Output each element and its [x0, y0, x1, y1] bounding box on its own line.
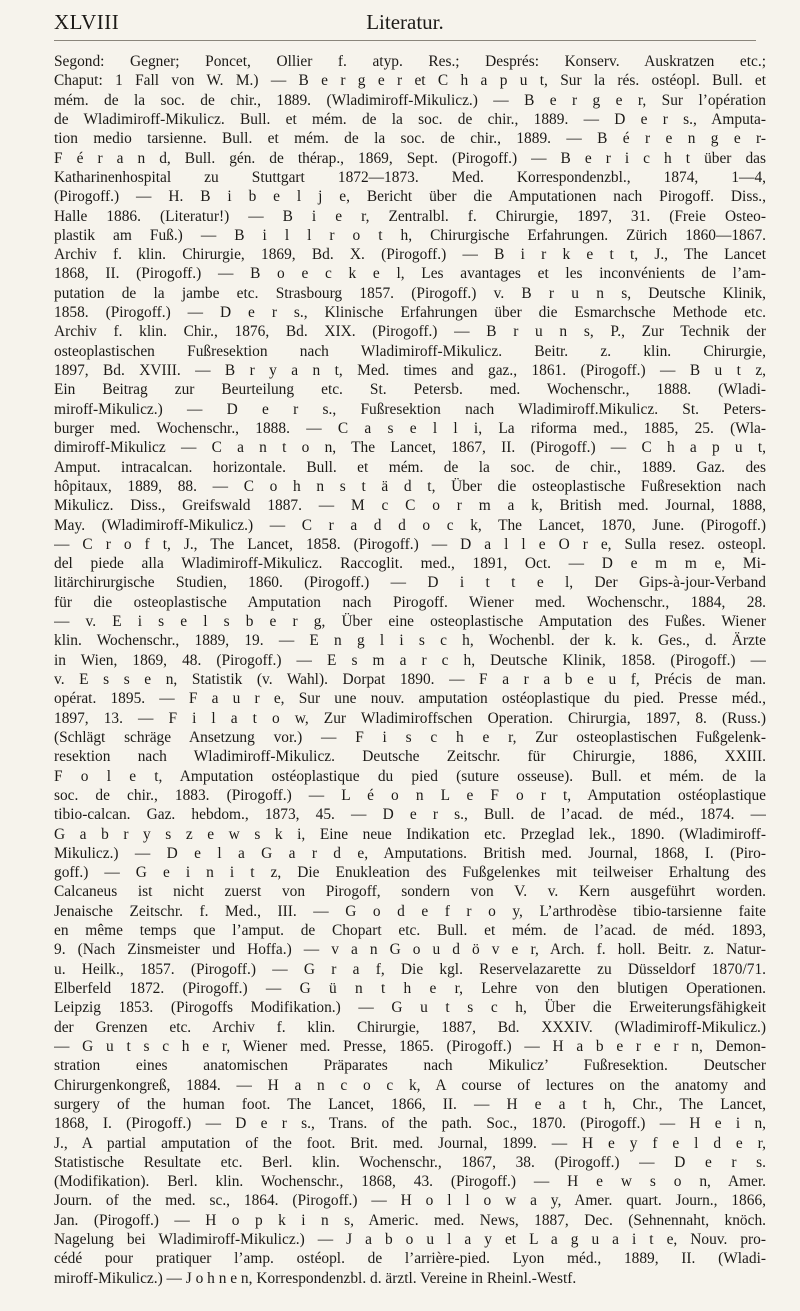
- text-line: miroff-Mikulicz.) — D e r s., Fußresektion nach Wladimiroff.Mikulicz. St. Peters-: [54, 400, 766, 418]
- text-line: soc. de chir., 1883. (Pirogoff.) — L é o n L e F o r t, Amputation ostéoplastique: [54, 786, 766, 804]
- text-line: Leipzig 1853. (Pirogoffs Modifikation.) — G u t s c h, Über die Erweiterungsfähigkeit: [54, 999, 766, 1017]
- text-line: Nagelung bei Wladimiroff-Mikulicz.) — J a b o u l a y et L a g u a i t e, Nouv. pro-: [54, 1231, 766, 1249]
- text-line: G a b r y s z e w s k i, Eine neue Indikation etc. Przeglad lek., 1890. (Wladimiroff-: [54, 825, 766, 843]
- text-line: tion medio tarsienne. Bull. et mém. de la soc. de chir., 1889. — B é r e n g e r-: [54, 130, 766, 148]
- text-line: dimiroff-Mikulicz — C a n t o n, The Lancet, 1867, II. (Pirogoff.) — C h a p u t,: [54, 439, 766, 457]
- text-line: Statistische Resultate etc. Berl. klin. Wochenschr., 1867, 38. (Pirogoff.) — D e r s.: [54, 1153, 766, 1171]
- text-line: osteoplastischen Fußresektion nach Wladimiroff-Mikulicz. Beitr. z. klin. Chirurgie,: [54, 342, 766, 360]
- text-line: surgery of the human foot. The Lancet, 1866, II. — H e a t h, Chr., The Lancet,: [54, 1095, 766, 1113]
- text-line: Katharinenhospital zu Stuttgart 1872—1873. Med. Korrespondenzbl., 1874, 1—4,: [54, 168, 766, 186]
- text-line: Mikulicz.) — D e l a G a r d e, Amputations. British med. Journal, 1868, I. (Piro-: [54, 844, 766, 862]
- text-line: v. E s s e n, Statistik (v. Wahl). Dorpat 1890. — F a r a b e u f, Précis de man.: [54, 671, 766, 688]
- text-line: Mikulicz. Diss., Greifswald 1887. — M c C o r m a k, British med. Journal, 1888,: [54, 497, 766, 515]
- text-line: burger med. Wochenschr., 1888. — C a s e l l i, La riforma med., 1885, 25. (Wla-: [54, 419, 766, 437]
- text-line: u. Heilk., 1857. (Pirogoff.) — G r a f, Die kgl. Reservelazarette zu Düsseldorf 1870/71.: [54, 960, 766, 978]
- text-line: del piede alla Wladimiroff-Mikulicz. Raccoglit. med., 1891, Oct. — D e m m e, Mi-: [54, 555, 766, 573]
- text-line: Journ. of the med. sc., 1864. (Pirogoff.) — H o l l o w a y, Amer. quart. Journ., 1866,: [54, 1192, 766, 1210]
- text-line: Segond: Gegner; Poncet, Ollier f. atyp. Res.; Després: Konserv. Auskratzen etc.;: [54, 53, 766, 70]
- text-line: F o l e t, Amputation ostéoplastique du pied (suture osseuse). Bull. et mém. de la: [54, 767, 766, 785]
- page-header: [54, 10, 756, 36]
- text-line: (Modifikation). Berl. klin. Wochenschr., 1868, 43. (Pirogoff.) — H e w s o n, Amer.: [54, 1173, 766, 1191]
- text-line: Calcaneus ist nicht zuerst von Pirogoff, sondern von V. v. Kern ausgeführt worden.: [54, 883, 766, 901]
- header-rule: [54, 40, 756, 41]
- text-line: May. (Wladimiroff-Mikulicz.) — C r a d d o c k, The Lancet, 1870, June. (Pirogoff.): [54, 516, 766, 534]
- text-line: 1897, Bd. XVIII. — B r y a n t, Med. times and gaz., 1861. (Pirogoff.) — B u t z,: [54, 362, 766, 379]
- text-line: für die osteoplastische Amputation nach Pirogoff. Wiener med. Wochenschr., 1884, 28.: [54, 593, 766, 611]
- text-line: J., A partial amputation of the foot. Brit. med. Journal, 1899. — H e y f e l d e r,: [54, 1134, 766, 1152]
- text-line: — G u t s c h e r, Wiener med. Presse, 1865. (Pirogoff.) — H a b e r e r n, Demon-: [54, 1037, 766, 1055]
- text-line: F é r a n d, Bull. gén. de thérap., 1869, Sept. (Pirogoff.) — B e r i c h t über das: [54, 149, 766, 167]
- text-line: 1868, II. (Pirogoff.) — B o e c k e l, Les avantages et les inconvénients de l’am-: [54, 265, 766, 283]
- text-line: 1897, 13. — F i l a t o w, Zur Wladimiroffschen Operation. Chirurgia, 1897, 8. (Russ.): [54, 709, 766, 727]
- text-line: cédé pour pratiquer l’amp. ostéopl. de l’arrière-pied. Lyon méd., 1889, II. (Wladi-: [54, 1250, 766, 1268]
- text-line: Archiv f. klin. Chir., 1876, Bd. XIX. (Pirogoff.) — B r u n s, P., Zur Technik der: [54, 323, 766, 341]
- text-line: plastik am Fuß.) — B i l l r o t h, Chirurgische Erfahrungen. Zürich 1860—1867.: [54, 226, 766, 244]
- text-line: opérat. 1895. — F a u r e, Sur une nouv. amputation ostéoplastique du pied. Presse méd.,: [54, 690, 766, 708]
- text-line: in Wien, 1869, 48. (Pirogoff.) — E s m a r c h, Deutsche Klinik, 1858. (Pirogoff.) —: [54, 651, 766, 669]
- text-line: Halle 1886. (Literatur!) — B i e r, Zentralbl. f. Chirurgie, 1897, 31. (Freie Osteo-: [54, 207, 766, 225]
- text-line: mém. de la soc. de chir., 1889. (Wladimiroff-Mikulicz.) — B e r g e r, Sur l’opération: [54, 91, 766, 109]
- text-line: Amput. intracalcan. horizontale. Bull. et mém. de la soc. de chir., 1889. Gaz. des: [54, 458, 766, 476]
- text-line: de Wladimiroff-Mikulicz. Bull. et mém. de la soc. de chir., 1889. — D e r s., Amputa-: [54, 110, 766, 128]
- text-line: (Schlägt schräge Ansetzung vor.) — F i s c h e r, Zur osteoplastischen Fußgelenk-: [54, 728, 766, 746]
- text-line: Jan. (Pirogoff.) — H o p k i n s, Americ. med. News, 1887, Dec. (Sehnennaht, knöch.: [54, 1211, 766, 1229]
- text-line: tibio-calcan. Gaz. hebdom., 1873, 45. — D e r s., Bull. de l’acad. de méd., 1874. —: [54, 806, 766, 824]
- page-number: XLVIII: [54, 10, 120, 34]
- text-line: Ein Beitrag zur Beurteilung etc. St. Petersb. med. Wochenschr., 1888. (Wladi-: [54, 381, 766, 399]
- text-line: en même temps que l’amput. de Chopart etc. Bull. et mém. de l’acad. de méd. 1893,: [54, 922, 766, 940]
- text-line: litärchirurgische Studien, 1860. (Pirogoff.) — D i t t e l, Der Gips-à-jour-Verband: [54, 574, 766, 592]
- text-line: stration eines anatomischen Präparates nach Mikulicz’ Fußresektion. Deutscher: [54, 1057, 766, 1075]
- text-line: Jenaische Zeitschr. f. Med., III. — G o d e f r o y, L’arthrodèse tibio-tarsienne faite: [54, 902, 766, 920]
- text-line: 1858. (Pirogoff.) — D e r s., Klinische Erfahrungen über die Esmarchsche Methode etc.: [54, 304, 766, 322]
- text-line: 9. (Nach Zinsmeister und Hoffa.) — v a n G o u d ö v e r, Arch. f. holl. Beitr. z. Natur-: [54, 941, 766, 959]
- bibliography-text: [54, 52, 766, 1288]
- text-line: miroff-Mikulicz.) — J o h n e n, Korrespondenzbl. d. ärztl. Vereine in Rheinl.-Westf.: [54, 1269, 577, 1287]
- running-title: Literatur.: [366, 10, 444, 34]
- text-line: Chirurgenkongreß, 1884. — H a n c o c k, A course of lectures on the anatomy and: [54, 1076, 766, 1094]
- text-line: Chaput: 1 Fall von W. M.) — B e r g e r et C h a p u t, Sur la rés. ostéopl. Bull. et: [54, 72, 766, 90]
- text-line: — v. E i s e l s b e r g, Über eine osteoplastische Amputation des Fußes. Wiener: [54, 613, 766, 631]
- text-line: — C r o f t, J., The Lancet, 1858. (Pirogoff.) — D a l l e O r e, Sulla resez. osteopl.: [54, 535, 766, 553]
- text-line: resektion nach Wladimiroff-Mikulicz. Deutsche Zeitschr. für Chirurgie, 1886, XXIII.: [54, 748, 766, 766]
- text-line: hôpitaux, 1889, 88. — C o h n s t ä d t, Über die osteoplastische Fußresektion nach: [54, 477, 766, 495]
- text-line: Archiv f. klin. Chirurgie, 1869, Bd. X. (Pirogoff.) — B i r k e t t, J., The Lancet: [54, 246, 766, 264]
- text-line: (Pirogoff.) — H. B i b e l j e, Bericht über die Amputationen nach Pirogoff. Diss.,: [54, 188, 766, 206]
- text-line: klin. Wochenschr., 1889, 19. — E n g l i s c h, Wochenbl. der k. k. Ges., d. Ärzte: [54, 632, 766, 650]
- text-line: 1868, I. (Pirogoff.) — D e r s., Trans. of the path. Soc., 1870. (Pirogoff.) — H e i n,: [54, 1115, 766, 1133]
- text-line: Elberfeld 1872. (Pirogoff.) — G ü n t h e r, Lehre von den blutigen Operationen.: [54, 980, 766, 997]
- text-line: der Grenzen etc. Archiv f. klin. Chirurgie, 1887, Bd. XXXIV. (Wladimiroff-Mikulicz.): [54, 1018, 766, 1036]
- text-line: goff.) — G e i n i t z, Die Enukleation des Fußgelenkes mit teilweiser Erhaltung des: [54, 864, 766, 882]
- text-line: putation de la jambe etc. Strasbourg 1857. (Pirogoff.) v. B r u n s, Deutsche Klinik,: [54, 284, 766, 302]
